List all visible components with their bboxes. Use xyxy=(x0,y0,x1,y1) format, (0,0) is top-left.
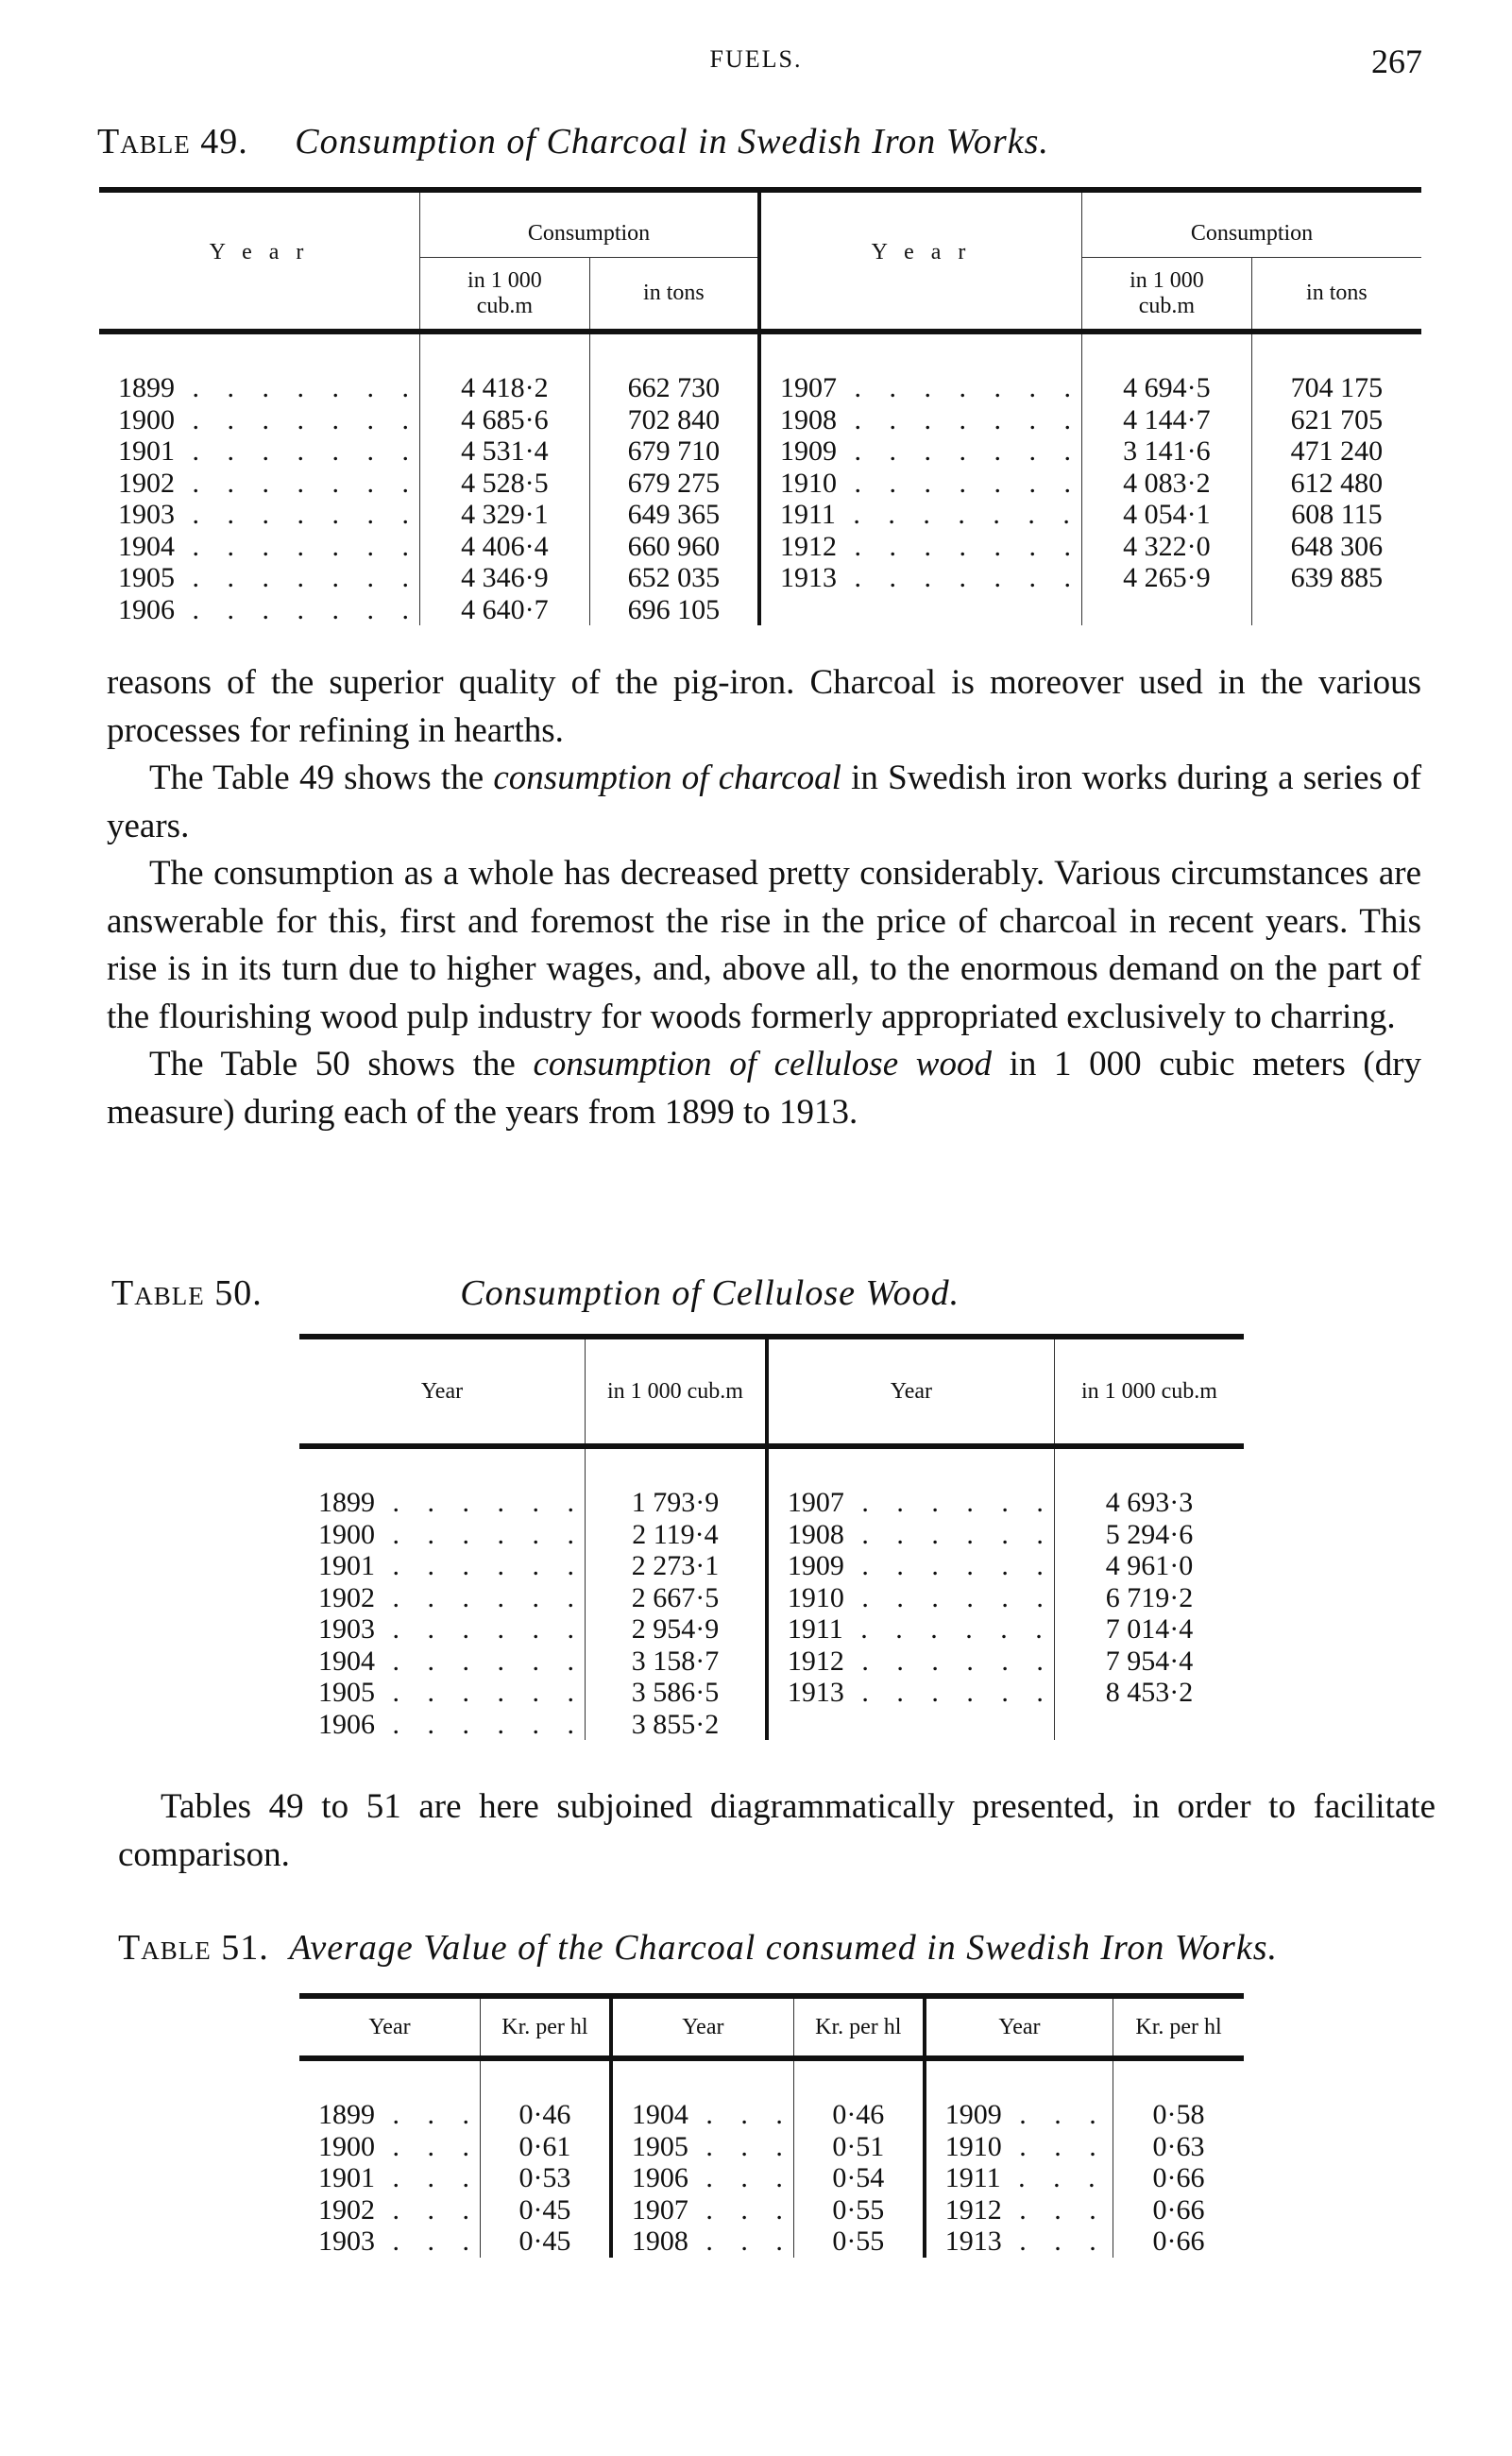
text-run: The consumption as a whole has decreased pretty considerably. Various circumstances are answerable for this, first and foremost the rise in the price of charcoal in recent years. This rise is in its turn due to higher wages, and, above all, to the enormous demand on the part of the flourishing wood pulp industry for woods formerly appropriated exclusively to charring. xyxy=(107,854,1421,1036)
year-value: 1909 xyxy=(787,1550,844,1581)
year-cell xyxy=(299,1519,586,1551)
year-cell xyxy=(767,1582,1055,1614)
dot-leader: . . . . . . xyxy=(842,1613,1053,1645)
year-cell xyxy=(925,2131,1113,2163)
year-value: 1904 xyxy=(318,1645,375,1677)
dot-leader: . . . . . . . xyxy=(837,530,1082,562)
value-cell: 4 322·0 xyxy=(1082,531,1252,563)
table-row xyxy=(99,594,1421,626)
dot-leader: . . . xyxy=(688,2099,793,2130)
year-cell xyxy=(299,2194,481,2226)
value-cell: 3 855·2 xyxy=(586,1709,767,1741)
dot-leader: . . . xyxy=(375,2193,480,2226)
year-cell xyxy=(759,435,1082,468)
year-cell xyxy=(759,404,1082,436)
year-cell xyxy=(299,1582,586,1614)
spacer-cell xyxy=(481,2058,611,2099)
text-run: reasons of the superior quality of the pig-iron. Charcoal is moreover used in the various processes for refining in hearths. xyxy=(107,663,1421,750)
table-row xyxy=(299,2099,1244,2131)
table-50-caption xyxy=(111,1272,960,1314)
col-kr: Kr. per hl xyxy=(481,1996,611,2058)
dot-leader: . . . . . . xyxy=(843,1677,1054,1708)
table-row xyxy=(299,2131,1244,2163)
value-cell: 4 685·6 xyxy=(420,404,590,436)
year-value: 1905 xyxy=(318,1677,375,1708)
value-cell: 660 960 xyxy=(589,531,759,563)
year-value: 1912 xyxy=(787,1645,844,1677)
year-value: 1910 xyxy=(780,467,838,499)
spacer-cell xyxy=(1082,332,1252,372)
table-row xyxy=(99,531,1421,563)
value-cell: 0·63 xyxy=(1113,2131,1244,2163)
value-cell: 2 273·1 xyxy=(586,1550,767,1582)
table-row xyxy=(299,2226,1244,2258)
dot-leader: . . . xyxy=(1001,2130,1107,2162)
spacer-cell xyxy=(299,2058,481,2099)
year-value: 1905 xyxy=(631,2130,688,2162)
year-cell xyxy=(759,531,1082,563)
value-cell: 0·51 xyxy=(793,2131,924,2163)
table-51-caption xyxy=(118,1927,1278,1969)
dot-leader: . . . . . . . xyxy=(175,403,419,435)
dot-leader: . . . . . . xyxy=(375,1677,585,1708)
year-cell xyxy=(99,594,420,626)
dot-leader: . . . xyxy=(688,2130,793,2162)
value-cell: 4 961·0 xyxy=(1054,1550,1244,1582)
paragraph xyxy=(107,850,1421,1041)
table-49 xyxy=(99,187,1421,625)
table-49-label: Table 49. xyxy=(97,122,248,162)
value-cell: 2 954·9 xyxy=(586,1613,767,1646)
value-cell: 696 105 xyxy=(589,594,759,626)
dot-leader: . . . xyxy=(1000,2162,1106,2193)
year-cell xyxy=(759,372,1082,404)
running-header: FUELS. xyxy=(709,45,803,73)
dot-leader: . . . . . . . xyxy=(837,562,1082,593)
spacer-cell xyxy=(611,2058,794,2099)
year-cell xyxy=(299,1487,586,1519)
dot-leader: . . . . . . . xyxy=(837,435,1082,467)
emphasis-text: consumption of charcoal xyxy=(493,759,841,797)
year-value: 1913 xyxy=(787,1677,844,1708)
col-cubm-2: in 1 000 cub.m xyxy=(1082,258,1252,333)
year-value: 1899 xyxy=(318,2099,375,2130)
year-value: 1909 xyxy=(944,2099,1002,2130)
value-cell: 4 054·1 xyxy=(1082,499,1252,531)
year-value: 1910 xyxy=(944,2130,1002,2162)
year-cell xyxy=(759,594,1082,626)
dot-leader: . . . . . . xyxy=(375,1708,585,1740)
value-cell xyxy=(1082,594,1252,626)
spacer-cell xyxy=(586,1446,767,1487)
text-run: The Table 50 shows the xyxy=(149,1045,534,1083)
dot-leader: . . . . . . . xyxy=(175,593,419,625)
value-cell: 2 119·4 xyxy=(586,1519,767,1551)
year-value: 1913 xyxy=(944,2226,1002,2257)
spacer-cell xyxy=(767,1446,1055,1487)
table-row xyxy=(99,499,1421,531)
year-cell xyxy=(925,2099,1113,2131)
value-cell: 4 531·4 xyxy=(420,435,590,468)
year-value: 1913 xyxy=(780,562,838,593)
table-row xyxy=(99,468,1421,500)
value-cell: 0·66 xyxy=(1113,2162,1244,2194)
body-text-1 xyxy=(107,659,1421,1136)
dot-leader: . . . . . . xyxy=(843,1487,1054,1518)
col-year-3: Year xyxy=(925,1996,1113,2058)
dot-leader: . . . . . . . xyxy=(175,467,419,499)
dot-leader: . . . . . . xyxy=(843,1645,1054,1677)
year-cell xyxy=(925,2226,1113,2258)
value-cell: 3 158·7 xyxy=(586,1646,767,1678)
year-value: 1900 xyxy=(318,1518,375,1550)
year-cell xyxy=(299,2131,481,2163)
table-49-caption xyxy=(97,121,1049,162)
year-value: 1902 xyxy=(318,2193,375,2226)
col-cubm: in 1 000 cub.m xyxy=(586,1337,767,1446)
year-value: 1911 xyxy=(780,499,836,530)
value-cell: 0·46 xyxy=(481,2099,611,2131)
value-cell: 652 035 xyxy=(589,562,759,594)
year-cell xyxy=(299,2162,481,2194)
spacer-cell xyxy=(1113,2058,1244,2099)
page-number: 267 xyxy=(1371,43,1422,80)
value-cell: 1 793·9 xyxy=(586,1487,767,1519)
year-cell xyxy=(99,372,420,404)
dot-leader: . . . . . . . xyxy=(837,403,1082,435)
year-value: 1905 xyxy=(118,562,175,593)
value-cell: 4 329·1 xyxy=(420,499,590,531)
dot-leader: . . . xyxy=(375,2226,480,2257)
table-49-title: Consumption of Charcoal in Swedish Iron Works. xyxy=(295,122,1049,162)
table-50-label: Table 50. xyxy=(111,1273,263,1313)
dot-leader: . . . . . . . xyxy=(837,467,1082,499)
value-cell: 662 730 xyxy=(589,372,759,404)
value-cell: 702 840 xyxy=(589,404,759,436)
table-51-title: Average Value of the Charcoal consumed in Swedish Iron Works. xyxy=(289,1928,1278,1968)
paragraph xyxy=(107,755,1421,850)
year-cell xyxy=(299,1646,586,1678)
dot-leader: . . . xyxy=(688,2162,793,2193)
table-row xyxy=(299,1487,1244,1519)
table-row xyxy=(299,1709,1244,1741)
value-cell: 8 453·2 xyxy=(1054,1677,1244,1709)
year-value: 1902 xyxy=(118,467,175,499)
value-cell: 704 175 xyxy=(1251,372,1421,404)
year-value: 1903 xyxy=(118,499,175,530)
value-cell: 679 710 xyxy=(589,435,759,468)
value-cell xyxy=(1251,594,1421,626)
paragraph xyxy=(107,659,1421,755)
dot-leader: . . . . . . . xyxy=(175,435,419,467)
dot-leader: . . . xyxy=(375,2162,480,2193)
dot-leader: . . . . . . xyxy=(375,1487,585,1518)
value-cell: 0·58 xyxy=(1113,2099,1244,2131)
year-cell xyxy=(611,2226,794,2258)
year-value: 1906 xyxy=(118,593,175,625)
dot-leader: . . . . . . xyxy=(375,1550,585,1581)
year-cell xyxy=(299,1550,586,1582)
spacer-cell xyxy=(589,332,759,372)
year-cell xyxy=(767,1646,1055,1678)
table-50 xyxy=(299,1334,1244,1740)
year-value: 1906 xyxy=(318,1708,375,1740)
value-cell: 4 406·4 xyxy=(420,531,590,563)
dot-leader: . . . xyxy=(688,2193,793,2226)
year-cell xyxy=(759,562,1082,594)
year-value: 1912 xyxy=(944,2193,1002,2226)
dot-leader: . . . . . . xyxy=(375,1613,585,1645)
body-text-2 xyxy=(118,1783,1436,1879)
value-cell: 639 885 xyxy=(1251,562,1421,594)
dot-leader: . . . . . . xyxy=(843,1550,1054,1581)
col-tons: in tons xyxy=(589,258,759,333)
spacer-cell xyxy=(99,332,420,372)
text-run: Tables 49 to 51 are here subjoined diagrammatically presented, in order to facilitate comparison. xyxy=(118,1787,1436,1874)
table-50-title: Consumption of Cellulose Wood. xyxy=(460,1273,960,1313)
table-row xyxy=(299,2194,1244,2226)
table-row xyxy=(299,1646,1244,1678)
table-row xyxy=(99,435,1421,468)
year-value: 1899 xyxy=(118,372,175,403)
dot-leader: . . . . . . xyxy=(375,1581,585,1613)
year-cell xyxy=(299,2099,481,2131)
year-value: 1907 xyxy=(631,2193,688,2226)
spacer-cell xyxy=(759,332,1082,372)
dot-leader: . . . xyxy=(1001,2226,1107,2257)
dot-leader: . . . . . . xyxy=(843,1518,1054,1550)
dot-leader: . . . . . . . xyxy=(837,372,1082,403)
year-cell xyxy=(99,468,420,500)
year-cell xyxy=(759,499,1082,531)
value-cell: 649 365 xyxy=(589,499,759,531)
year-value: 1909 xyxy=(780,435,838,467)
value-cell: 0·53 xyxy=(481,2162,611,2194)
value-cell: 7 014·4 xyxy=(1054,1613,1244,1646)
dot-leader: . . . . . . . xyxy=(835,499,1080,530)
value-cell: 4 083·2 xyxy=(1082,468,1252,500)
col-year-2: Y e a r xyxy=(759,190,1082,332)
value-cell: 4 528·5 xyxy=(420,468,590,500)
year-cell xyxy=(611,2131,794,2163)
year-cell xyxy=(611,2162,794,2194)
year-cell xyxy=(767,1487,1055,1519)
year-value: 1911 xyxy=(787,1613,843,1645)
col-tons-2: in tons xyxy=(1251,258,1421,333)
value-cell: 608 115 xyxy=(1251,499,1421,531)
year-value: 1904 xyxy=(118,530,175,562)
spacer-cell xyxy=(925,2058,1113,2099)
value-cell: 0·55 xyxy=(793,2194,924,2226)
value-cell xyxy=(1054,1709,1244,1741)
value-cell: 4 418·2 xyxy=(420,372,590,404)
value-cell: 4 346·9 xyxy=(420,562,590,594)
year-cell xyxy=(767,1519,1055,1551)
dot-leader: . . . . . . . xyxy=(175,562,419,593)
year-value: 1901 xyxy=(318,2162,375,2193)
year-value: 1901 xyxy=(318,1550,375,1581)
col-year-2: Year xyxy=(767,1337,1055,1446)
text-run: in 1 000 cubic meters (dry measure) during each of the years from 1899 to 1913. xyxy=(107,1045,1422,1132)
table-row xyxy=(299,2162,1244,2194)
col-kr-2: Kr. per hl xyxy=(793,1996,924,2058)
value-cell: 679 275 xyxy=(589,468,759,500)
year-cell xyxy=(99,562,420,594)
value-cell: 6 719·2 xyxy=(1054,1582,1244,1614)
table-row xyxy=(299,1550,1244,1582)
dot-leader: . . . xyxy=(688,2226,793,2257)
year-value: 1907 xyxy=(787,1487,844,1518)
year-cell xyxy=(99,404,420,436)
year-value: 1903 xyxy=(318,2226,375,2257)
col-kr-3: Kr. per hl xyxy=(1113,1996,1244,2058)
value-cell: 0·66 xyxy=(1113,2194,1244,2226)
year-cell xyxy=(925,2162,1113,2194)
year-cell xyxy=(925,2194,1113,2226)
value-cell: 0·66 xyxy=(1113,2226,1244,2258)
value-cell: 4 693·3 xyxy=(1054,1487,1244,1519)
value-cell: 4 144·7 xyxy=(1082,404,1252,436)
year-cell xyxy=(767,1709,1055,1741)
dot-leader: . . . xyxy=(1001,2099,1107,2130)
col-year: Year xyxy=(299,1996,481,2058)
emphasis-text: consumption of cellulose wood xyxy=(533,1045,992,1083)
year-cell xyxy=(299,1613,586,1646)
dot-leader: . . . . . . xyxy=(375,1518,585,1550)
table-row xyxy=(299,1519,1244,1551)
year-value: 1907 xyxy=(780,372,838,403)
spacer-cell xyxy=(793,2058,924,2099)
year-value: 1908 xyxy=(631,2226,688,2257)
paragraph xyxy=(107,1041,1421,1136)
spacer-cell xyxy=(420,332,590,372)
spacer-cell xyxy=(299,1446,586,1487)
value-cell: 4 640·7 xyxy=(420,594,590,626)
table-row xyxy=(99,562,1421,594)
dot-leader: . . . xyxy=(375,2099,480,2130)
year-value: 1900 xyxy=(318,2130,375,2162)
dot-leader: . . . . . . . xyxy=(175,372,419,403)
col-cubm: in 1 000 cub.m xyxy=(420,258,590,333)
col-year: Y e a r xyxy=(99,190,420,332)
table-51 xyxy=(299,1993,1244,2258)
year-cell xyxy=(299,2226,481,2258)
text-run: The Table 49 shows the xyxy=(149,759,494,797)
year-value: 1901 xyxy=(118,435,175,467)
table-row xyxy=(299,1582,1244,1614)
year-value: 1903 xyxy=(318,1613,375,1645)
year-cell xyxy=(299,1677,586,1709)
dot-leader: . . . xyxy=(1001,2193,1107,2226)
col-consumption: Consumption xyxy=(420,190,760,258)
year-value: 1899 xyxy=(318,1487,375,1518)
year-cell xyxy=(611,2099,794,2131)
table-51-label: Table 51. xyxy=(118,1928,269,1968)
year-cell xyxy=(767,1677,1055,1709)
value-cell: 2 667·5 xyxy=(586,1582,767,1614)
year-value: 1908 xyxy=(787,1518,844,1550)
value-cell: 0·46 xyxy=(793,2099,924,2131)
table-row xyxy=(99,404,1421,436)
dot-leader: . . . . . . . xyxy=(175,530,419,562)
value-cell: 4 694·5 xyxy=(1082,372,1252,404)
year-value: 1912 xyxy=(780,530,838,562)
value-cell: 0·45 xyxy=(481,2226,611,2258)
col-consumption-2: Consumption xyxy=(1082,190,1421,258)
table-row xyxy=(299,1613,1244,1646)
value-cell: 612 480 xyxy=(1251,468,1421,500)
spacer-cell xyxy=(1054,1446,1244,1487)
col-cubm-2: in 1 000 cub.m xyxy=(1054,1337,1244,1446)
year-value: 1904 xyxy=(631,2099,688,2130)
table-row xyxy=(299,1677,1244,1709)
value-cell: 5 294·6 xyxy=(1054,1519,1244,1551)
year-value: 1908 xyxy=(780,403,838,435)
year-cell xyxy=(299,1709,586,1741)
spacer-cell xyxy=(1251,332,1421,372)
value-cell: 0·54 xyxy=(793,2162,924,2194)
value-cell: 471 240 xyxy=(1251,435,1421,468)
value-cell: 0·55 xyxy=(793,2226,924,2258)
text-run: in Swedish iron works during a series of years. xyxy=(107,759,1422,845)
year-value: 1902 xyxy=(318,1581,375,1613)
value-cell: 3 586·5 xyxy=(586,1677,767,1709)
dot-leader: . . . xyxy=(375,2130,480,2162)
col-year: Year xyxy=(299,1337,586,1446)
dot-leader: . . . . . . . xyxy=(175,499,419,530)
value-cell: 0·45 xyxy=(481,2194,611,2226)
year-value: 1900 xyxy=(118,403,175,435)
year-value: 1906 xyxy=(631,2162,688,2193)
dot-leader: . . . . . . xyxy=(843,1581,1054,1613)
value-cell: 648 306 xyxy=(1251,531,1421,563)
year-value: 1910 xyxy=(787,1581,844,1613)
year-cell xyxy=(99,435,420,468)
value-cell: 4 265·9 xyxy=(1082,562,1252,594)
value-cell: 3 141·6 xyxy=(1082,435,1252,468)
value-cell: 0·61 xyxy=(481,2131,611,2163)
year-cell xyxy=(767,1613,1055,1646)
value-cell: 621 705 xyxy=(1251,404,1421,436)
year-cell xyxy=(767,1550,1055,1582)
col-year-2: Year xyxy=(611,1996,794,2058)
year-cell xyxy=(759,468,1082,500)
year-value: 1911 xyxy=(944,2162,1001,2193)
year-cell xyxy=(611,2194,794,2226)
value-cell: 7 954·4 xyxy=(1054,1646,1244,1678)
year-cell xyxy=(99,531,420,563)
table-row xyxy=(99,372,1421,404)
year-cell xyxy=(99,499,420,531)
dot-leader: . . . . . . xyxy=(375,1645,585,1677)
paragraph xyxy=(118,1783,1436,1879)
